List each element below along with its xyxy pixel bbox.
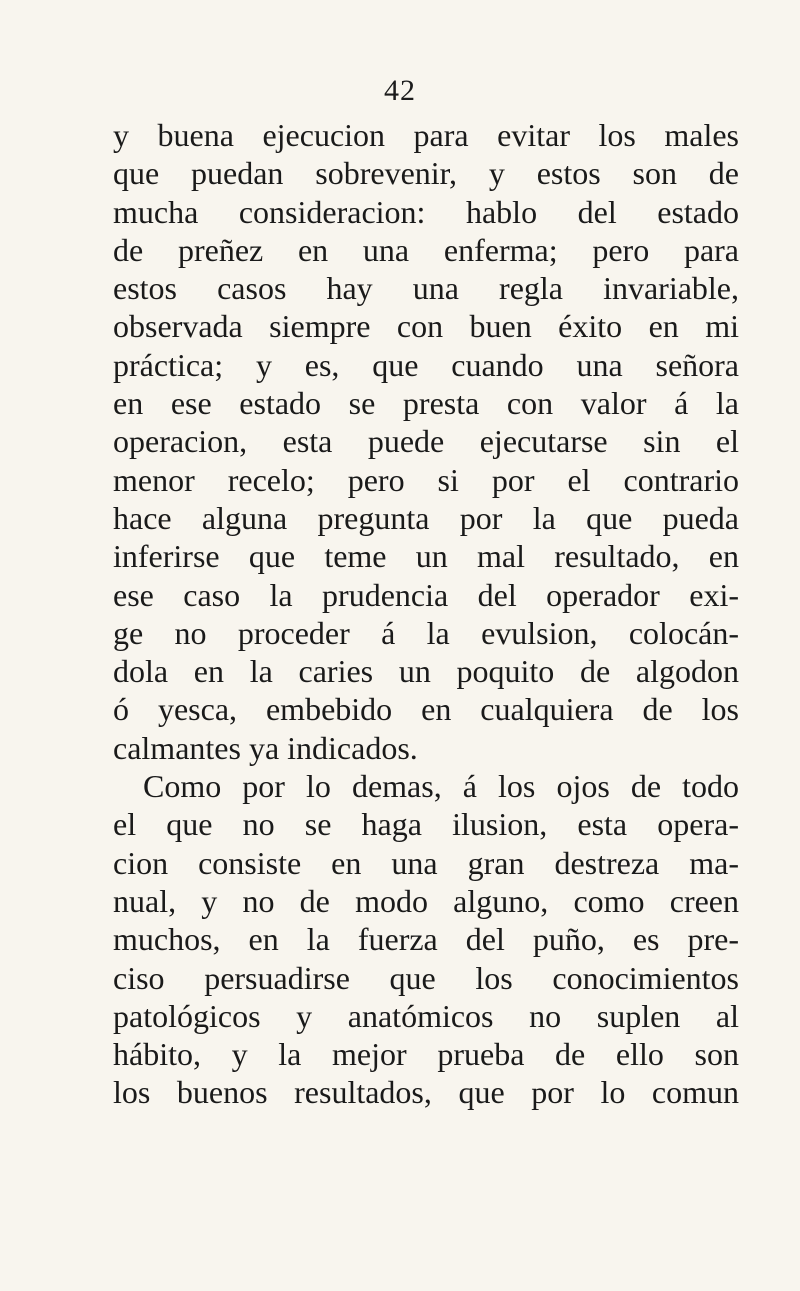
text-line: estos casos hay una regla invariable,	[113, 270, 739, 307]
body-text	[113, 116, 739, 1112]
text-line: mucha consideracion: hablo del estado	[113, 193, 739, 230]
text-line: calmantes ya indicados.	[113, 729, 418, 766]
text-line: inferirse que teme un mal resultado, en	[113, 538, 739, 575]
page-number: 42	[384, 74, 416, 107]
text-line: que puedan sobrevenir, y estos son de	[113, 155, 739, 192]
text-line: ciso persuadirse que los conocimientos	[113, 959, 739, 996]
text-line: operacion, esta puede ejecutarse sin el	[113, 423, 739, 460]
text-line: ese caso la prudencia del operador exi-	[113, 576, 739, 613]
text-line: menor recelo; pero si por el contrario	[113, 461, 739, 498]
text-line: observada siempre con buen éxito en mi	[113, 308, 739, 345]
text-line: dola en la caries un poquito de algodon	[113, 653, 739, 690]
text-line: en ese estado se presta con valor á la	[113, 385, 739, 422]
text-line: Como por lo demas, á los ojos de todo	[143, 768, 739, 805]
text-line: ge no proceder á la evulsion, colocán-	[113, 614, 739, 651]
text-line: los buenos resultados, que por lo comun	[113, 1074, 739, 1111]
text-line: hace alguna pregunta por la que pueda	[113, 499, 739, 536]
text-line: muchos, en la fuerza del puño, es pre-	[113, 921, 739, 958]
text-line: práctica; y es, que cuando una señora	[113, 346, 739, 383]
text-line: de preñez en una enferma; pero para	[113, 231, 739, 268]
text-line: y buena ejecucion para evitar los males	[113, 117, 739, 153]
text-line: patológicos y anatómicos no suplen al	[113, 997, 739, 1034]
text-line: el que no se haga ilusion, esta opera-	[113, 806, 739, 843]
text-line: ó yesca, embebido en cualquiera de los	[113, 691, 739, 728]
text-line: hábito, y la mejor prueba de ello son	[113, 1036, 739, 1073]
text-line: cion consiste en una gran destreza ma-	[113, 844, 739, 881]
text-line: nual, y no de modo alguno, como creen	[113, 882, 739, 919]
